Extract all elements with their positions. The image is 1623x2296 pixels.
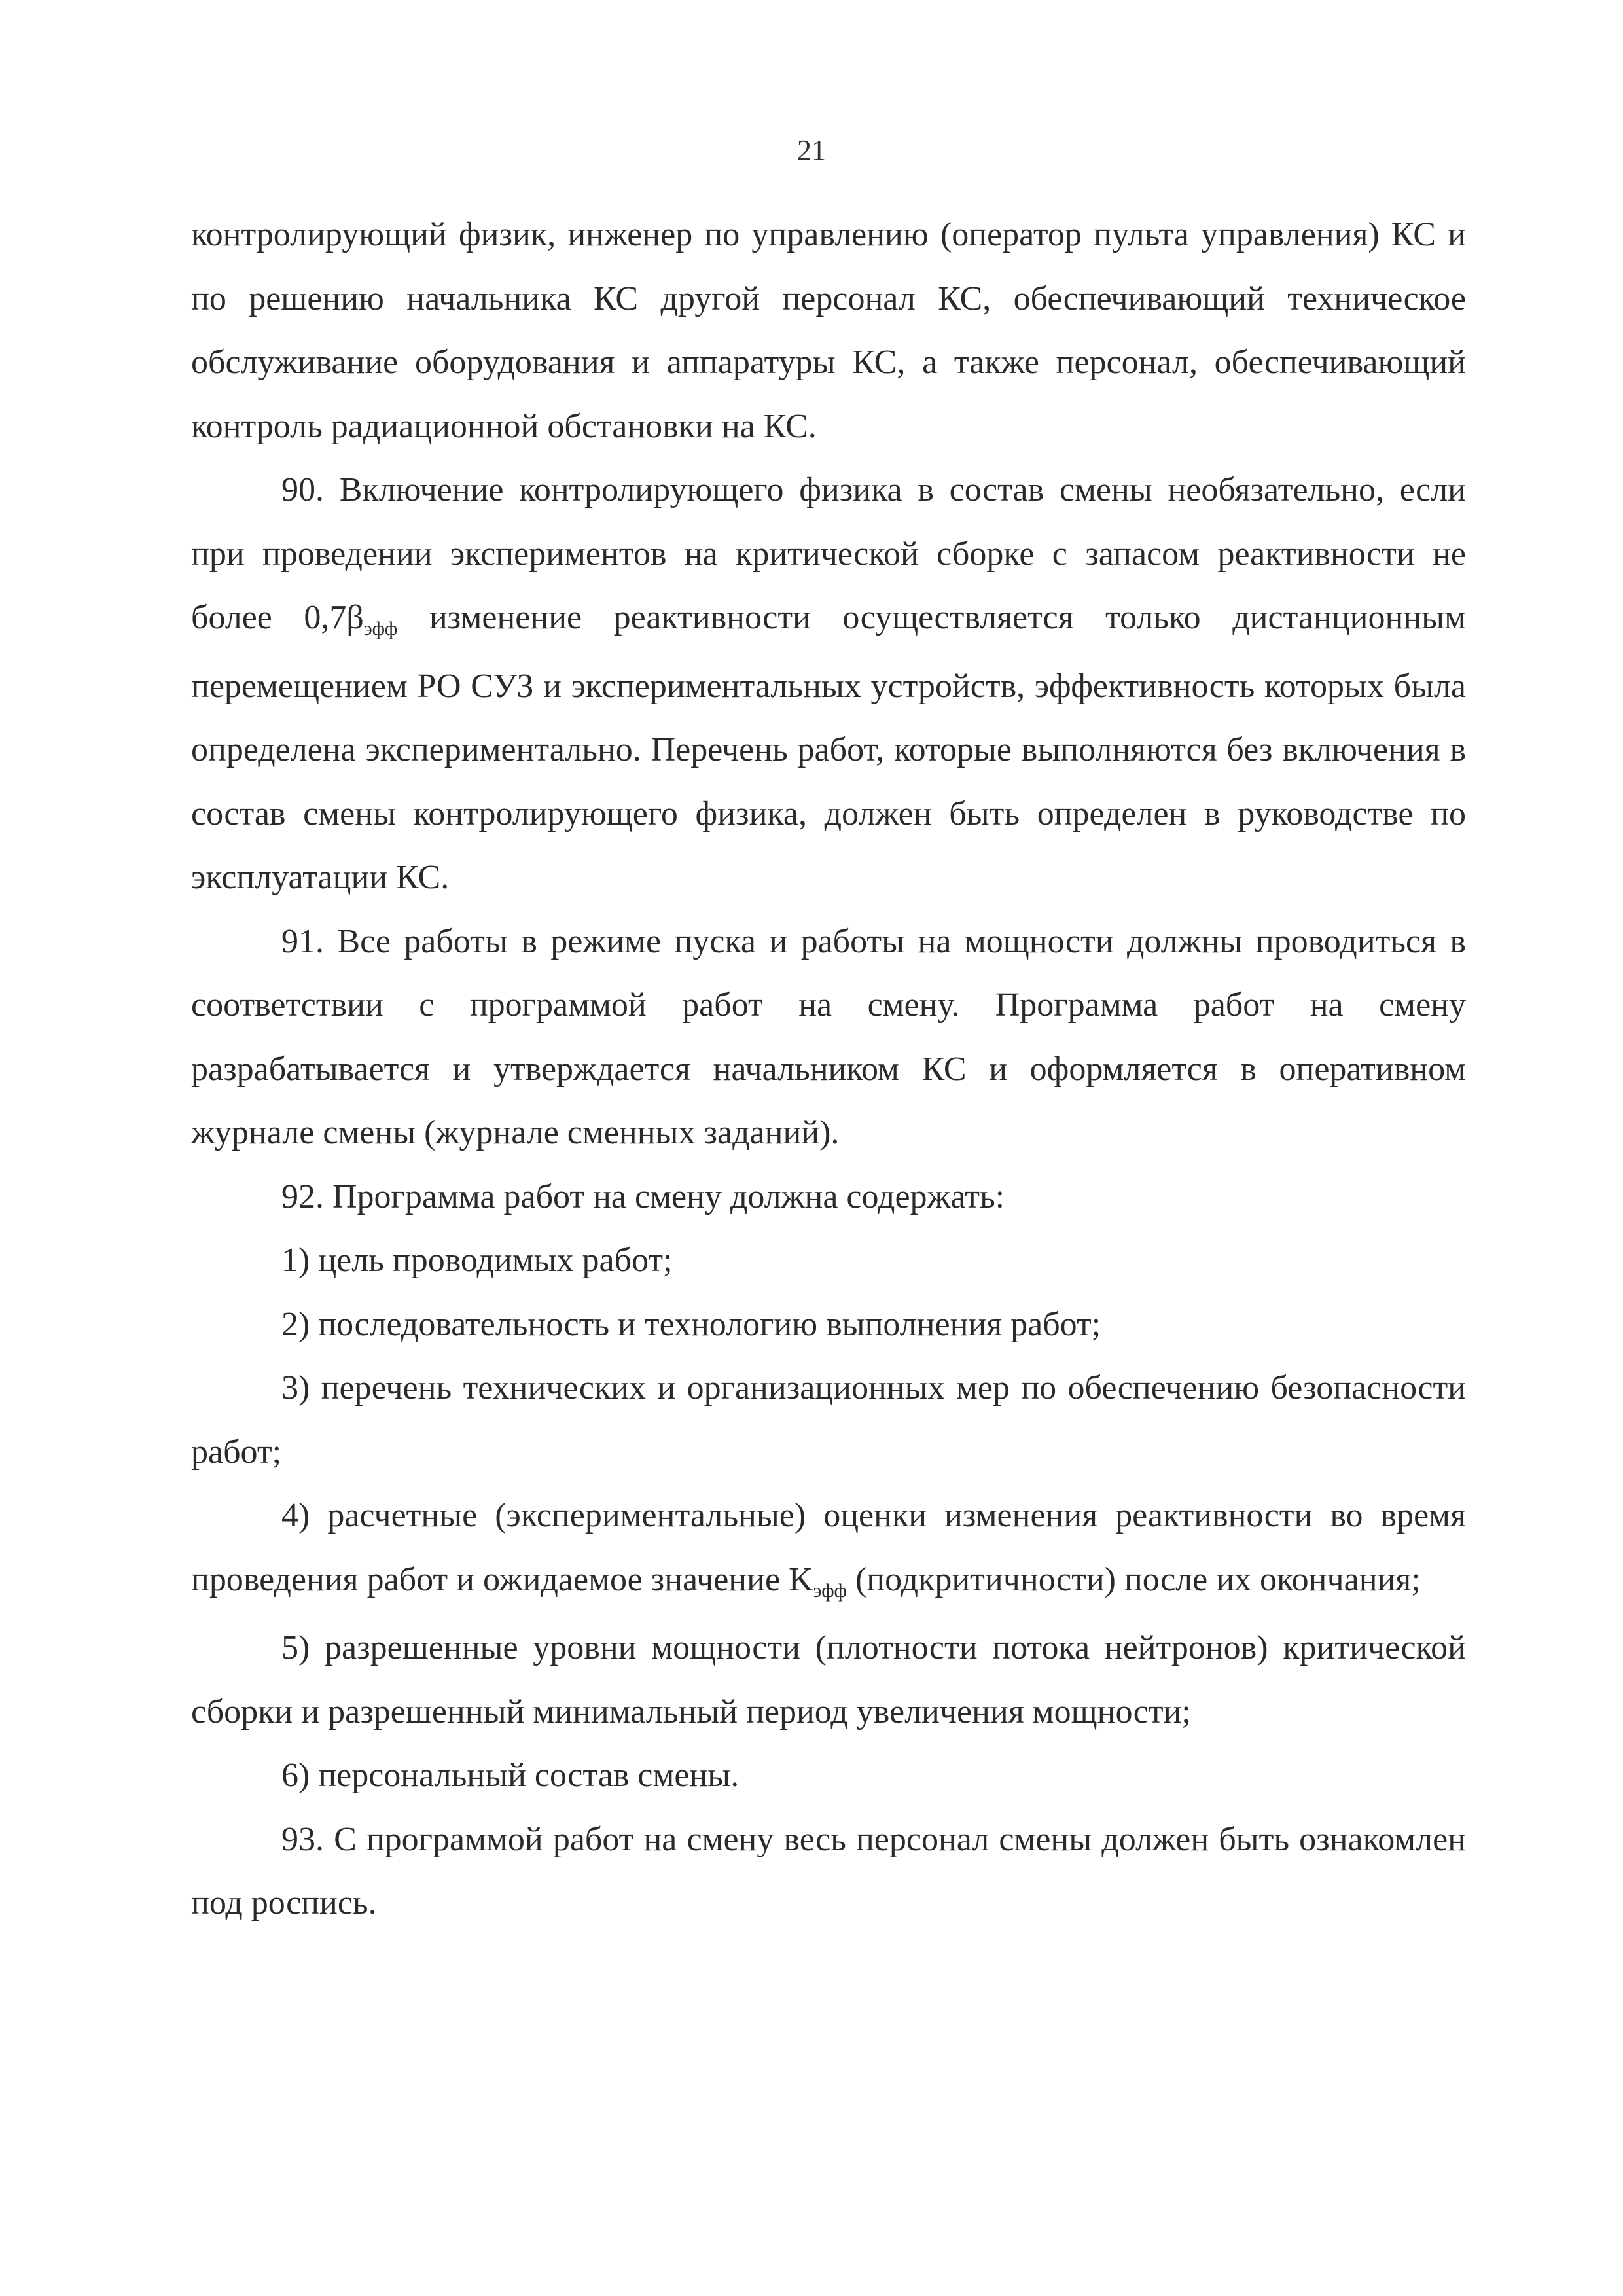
list-item-5: 5) разрешенные уровни мощности (плотности потока нейтронов) критической сборки и разрешенный минимальный период увеличения мощности; xyxy=(191,1629,1466,1731)
paragraph-92: 92. Программа работ на смену должна содержать: xyxy=(281,1177,1005,1215)
paragraph-93: 93. С программой работ на смену весь персонал смены должен быть ознакомлен под роспись. xyxy=(191,1820,1466,1922)
paragraph-continuation: контролирующий физик, инженер по управлению (оператор пульта управления) КС и по решению начальника КС другой персонал КС, обеспечивающий техническое обслуживание оборудования и аппаратуры КС, а также персонал, обеспечивающий контроль радиационной обстановки на КС. xyxy=(191,216,1466,445)
list-item-1: 1) цель проводимых работ; xyxy=(281,1242,673,1279)
list-item-4-text-start: 4) расчетные (экспериментальные) оценки изменения реактивности во время проведения работ и ожидаемое значение K xyxy=(191,1497,1466,1598)
document-body xyxy=(191,203,1466,1935)
paragraph-90 xyxy=(191,458,1466,910)
list-item-6: 6) персональный состав смены. xyxy=(281,1757,740,1794)
paragraph-91: 91. Все работы в режиме пуска и работы на мощности должны проводиться в соответствии с программой работ на смену. Программа работ на смену разрабатывается и утверждается начальником КС и оформляется в оперативном журнале смены (журнале сменных заданий). xyxy=(191,922,1466,1151)
list-item-4 xyxy=(191,1484,1466,1616)
paragraph-90-text-end: изменение реактивности осуществляется только дистанционным перемещением РО СУЗ и экспериментальных устройств, эффективность которых была определена экспериментально. Перечень работ, которые выполняются без включения в состав смены контролирующего физика, должен быть определен в руководстве по эксплуатации КС. xyxy=(191,599,1467,896)
list-item-4-text-end: (подкритичности) после их окончания; xyxy=(846,1560,1421,1598)
subscript-eff: эфф xyxy=(363,618,398,639)
paragraph-90-text-start: 90. Включение контролирующего физика в состав смены необязательно, если при проведении экспериментов на критической сборке с запасом реактивности не более 0,7β xyxy=(191,471,1466,636)
page-number: 21 xyxy=(797,134,826,166)
list-item-2: 2) последовательность и технологию выполнения работ; xyxy=(281,1305,1101,1343)
subscript-eff: эфф xyxy=(813,1579,847,1602)
list-item-3: 3) перечень технических и организационных мер по обеспечению безопасности работ; xyxy=(191,1369,1466,1471)
